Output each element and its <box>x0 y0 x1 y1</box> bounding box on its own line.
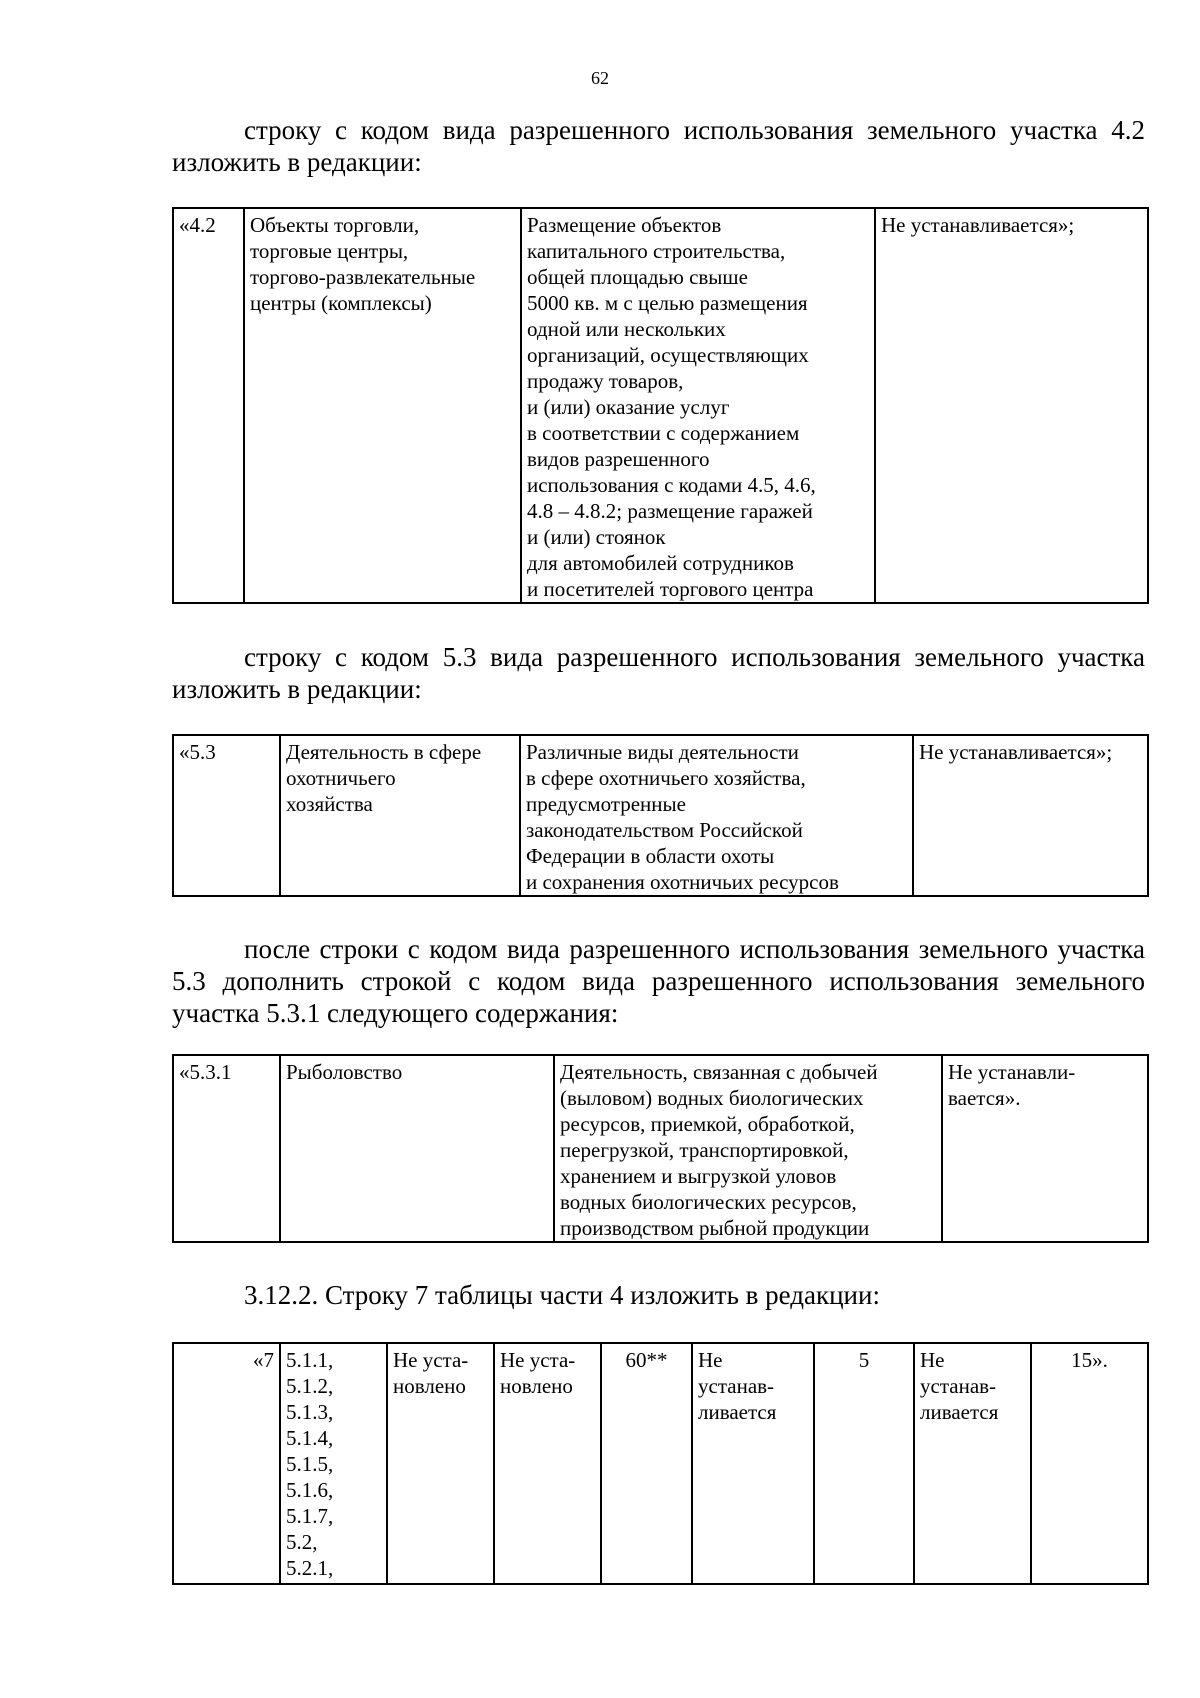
param-cell-5: 5 <box>814 1343 914 1584</box>
table-row-4-2 <box>172 207 1149 604</box>
paragraph-text: после строки с кодом вида разрешенного использования земельного участка 5.3 дополнить строкой с кодом вида разрешенного использования земельного участка 5.3.1 следующего содержания: <box>172 934 1145 1028</box>
param-cell-2: Не уста- новлено <box>494 1343 601 1584</box>
code-cell: «4.2 <box>173 208 244 603</box>
table-row <box>173 1343 1148 1584</box>
description-cell: Различные виды деятельности в сфере охотничьего хозяйства, предусмотренные законодательством Российской Федерации в области охоты и сохранения охотничьих ресурсов <box>520 735 913 896</box>
table-row <box>173 1055 1148 1242</box>
paragraph-row-4-2-intro <box>172 114 1145 178</box>
paragraph-text: 3.12.2. Строку 7 таблицы части 4 изложить в редакции: <box>244 1280 880 1310</box>
paragraph-text: строку с кодом 5.3 вида разрешенного использования земельного участка изложить в редакции: <box>172 642 1145 704</box>
page-number: 62 <box>591 68 609 88</box>
table-row <box>173 208 1148 603</box>
table-row <box>173 735 1148 896</box>
name-cell: Рыболовство <box>280 1055 554 1242</box>
table-row-7 <box>172 1342 1149 1585</box>
row-number-cell: «7 <box>173 1343 280 1584</box>
table-row-5-3 <box>172 734 1149 897</box>
code-cell: «5.3 <box>173 735 280 896</box>
param-cell-6: Не устанав- ливается <box>914 1343 1031 1584</box>
param-cell-1: Не уста- новлено <box>387 1343 494 1584</box>
limit-cell: Не устанавливается»; <box>913 735 1148 896</box>
paragraph-text: строку с кодом вида разрешенного использования земельного участка 4.2 изложить в редакции: <box>172 115 1145 177</box>
name-cell: Деятельность в сфере охотничьего хозяйства <box>280 735 520 896</box>
table-row-5-3-1 <box>172 1054 1149 1243</box>
paragraph-row-5-3-1-intro <box>172 933 1145 1029</box>
code-cell: «5.3.1 <box>173 1055 280 1242</box>
description-cell: Размещение объектов капитального строительства, общей площадью свыше 5000 кв. м с целью размещения одной или нескольких организаций, осуществляющих продажу товаров, и (или) оказание услуг в соответствии с содержанием видов разрешенного использования с кодами 4.5, 4.6, 4.8 – 4.8.2; размещение гаражей и (или) стоянок для автомобилей сотрудников и посетителей торгового центра <box>521 208 875 603</box>
param-cell-3: 60** <box>601 1343 692 1584</box>
name-cell: Объекты торговли, торговые центры, торгово-развлекательные центры (комплексы) <box>244 208 521 603</box>
param-cell-4: Не устанав- ливается <box>692 1343 814 1584</box>
description-cell: Деятельность, связанная с добычей (выловом) водных биологических ресурсов, приемкой, обработкой, перегрузкой, транспортировкой, хранением и выгрузкой уловов водных биологических ресурсов, производством рыбной продукции <box>554 1055 942 1242</box>
limit-cell: Не устанавливается»; <box>875 208 1148 603</box>
paragraph-section-3-12-2 <box>172 1279 1145 1311</box>
codes-cell: 5.1.1, 5.1.2, 5.1.3, 5.1.4, 5.1.5, 5.1.6, 5.1.7, 5.2, 5.2.1, <box>280 1343 387 1584</box>
paragraph-row-5-3-intro <box>172 641 1145 705</box>
param-cell-7: 15». <box>1031 1343 1148 1584</box>
limit-cell: Не устанавли- вается». <box>942 1055 1148 1242</box>
